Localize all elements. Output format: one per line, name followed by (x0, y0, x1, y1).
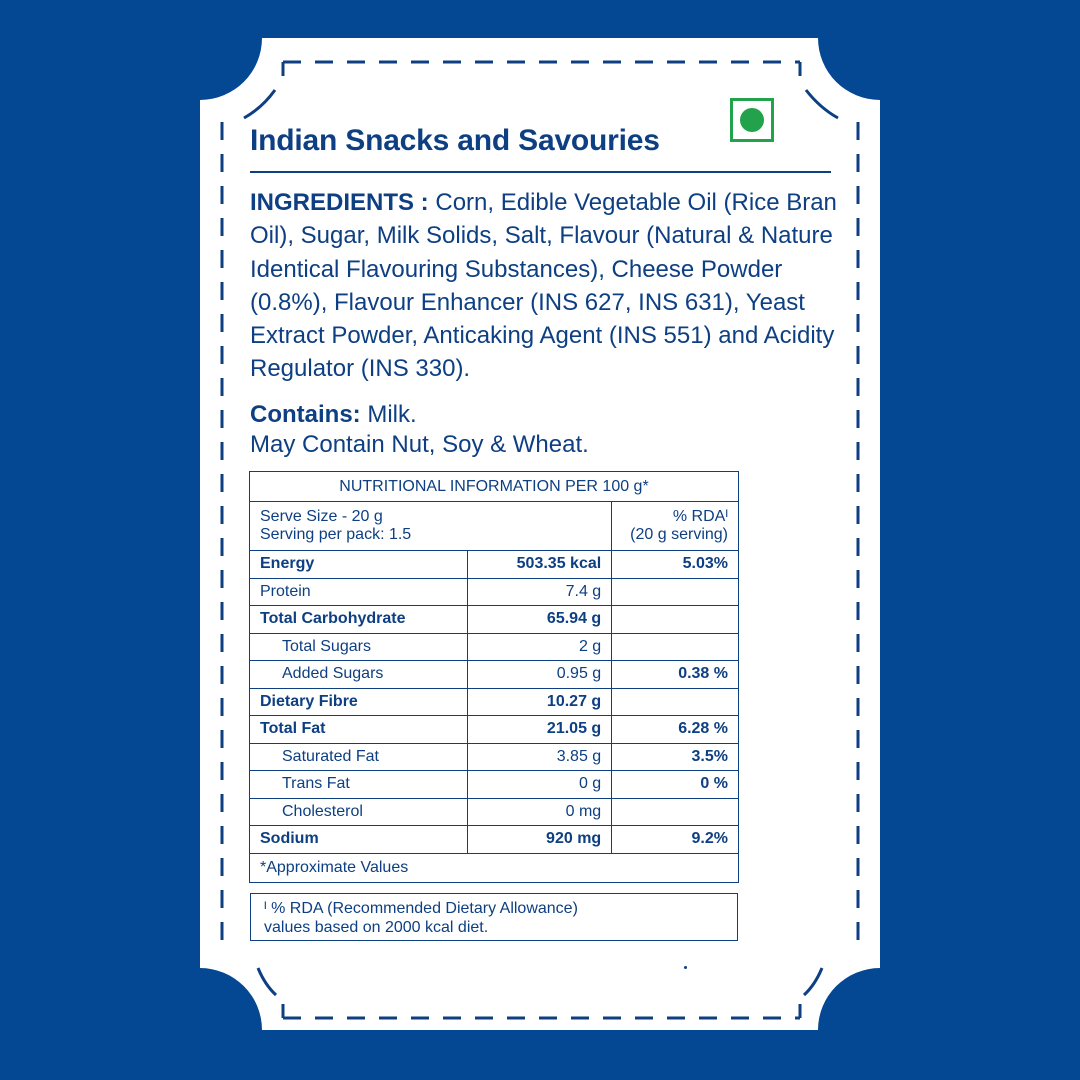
nutrient-name: Sodium (250, 826, 468, 854)
nutrient-name: Saturated Fat (250, 743, 468, 771)
approximate-values-note: *Approximate Values (250, 853, 739, 882)
table-row (250, 606, 739, 634)
ingredients-heading: INGREDIENTS : (250, 189, 429, 216)
nutrient-rda (612, 633, 739, 661)
veg-dot (740, 108, 764, 132)
nutrition-table (249, 471, 739, 883)
nutrient-name: Dietary Fibre (250, 688, 468, 716)
nutrient-name: Total Fat (250, 716, 468, 744)
table-row (250, 798, 739, 826)
nutrient-amount: 21.05 g (468, 716, 612, 744)
nutrient-rda: 3.5% (612, 743, 739, 771)
nutrient-name: Total Sugars (250, 633, 468, 661)
nutrient-name: Protein (250, 578, 468, 606)
rda-note-line1: ᴵ % RDA (Recommended Dietary Allowance) (264, 900, 578, 917)
serve-size: Serve Size - 20 g (260, 508, 383, 525)
servings-per-pack: Serving per pack: 1.5 (260, 526, 412, 543)
nutrient-rda (612, 798, 739, 826)
nutrient-amount: 920 mg (468, 826, 612, 854)
nutrient-amount: 503.35 kcal (468, 551, 612, 579)
nutrient-amount: 65.94 g (468, 606, 612, 634)
nutrition-header-row (250, 472, 739, 502)
table-row (250, 743, 739, 771)
nutrient-amount: 0 g (468, 771, 612, 799)
may-contain-text: May Contain Nut, Soy & Wheat. (250, 431, 589, 458)
table-row (250, 716, 739, 744)
nutrient-name: Total Carbohydrate (250, 606, 468, 634)
serving-info-row (250, 502, 739, 551)
nutrient-name: Added Sugars (250, 661, 468, 689)
nutrient-name: Cholesterol (250, 798, 468, 826)
nutrient-name: Trans Fat (250, 771, 468, 799)
contains-heading: Contains: (250, 401, 361, 428)
nutrient-amount: 0.95 g (468, 661, 612, 689)
ingredients-paragraph (250, 186, 840, 386)
table-row (250, 633, 739, 661)
nutrient-amount: 0 mg (468, 798, 612, 826)
allergen-info (250, 400, 830, 460)
nutrient-rda: 6.28 % (612, 716, 739, 744)
rda-note (250, 893, 738, 941)
footnote-row (250, 853, 739, 882)
nutrient-rda: 0 % (612, 771, 739, 799)
nutrient-name: Energy (250, 551, 468, 579)
print-dot (684, 966, 687, 969)
serving-info (250, 502, 612, 551)
nutrient-amount: 2 g (468, 633, 612, 661)
page-title: Indian Snacks and Savouries (250, 124, 660, 157)
nutrient-amount: 10.27 g (468, 688, 612, 716)
nutrient-rda: 5.03% (612, 551, 739, 579)
rda-header-line2: (20 g serving) (630, 526, 728, 543)
nutrient-rda: 0.38 % (612, 661, 739, 689)
veg-mark-icon (730, 98, 774, 142)
table-row (250, 771, 739, 799)
contains-text: Milk. (360, 401, 417, 428)
table-row (250, 551, 739, 579)
rda-header (612, 502, 739, 551)
table-row (250, 826, 739, 854)
nutrient-rda (612, 688, 739, 716)
nutrient-rda (612, 606, 739, 634)
nutrient-amount: 3.85 g (468, 743, 612, 771)
ingredients-text: Corn, Edible Vegetable Oil (Rice Bran Oil), Sugar, Milk Solids, Salt, Flavour (Natural & Nature Identical Flavouring Substances), Cheese Powder (0.8%), Flavour Enhancer (INS 627, INS 631), Yeast Extract Powder, Anticaking Agent (INS 551) and Acidity Regulator (INS 330). (250, 189, 837, 383)
nutrient-amount: 7.4 g (468, 578, 612, 606)
title-divider (250, 171, 831, 173)
table-row (250, 578, 739, 606)
nutrient-rda (612, 578, 739, 606)
rda-header-line1: % RDAᴵ (672, 508, 728, 525)
table-row (250, 688, 739, 716)
rda-note-line2: values based on 2000 kcal diet. (264, 919, 489, 936)
nutrient-rda: 9.2% (612, 826, 739, 854)
nutrition-header: NUTRITIONAL INFORMATION PER 100 g* (250, 472, 739, 502)
table-row (250, 661, 739, 689)
